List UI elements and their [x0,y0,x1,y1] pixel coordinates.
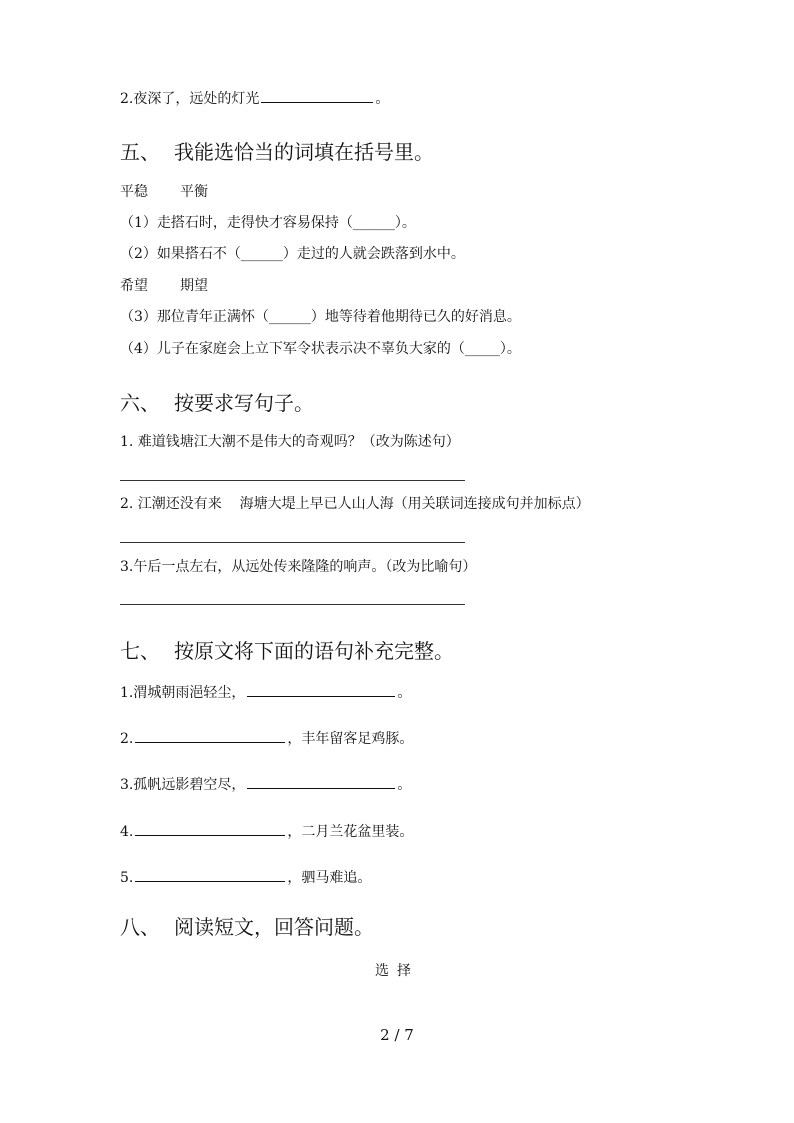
answer-line[interactable] [120,542,465,543]
item-prefix: 5. [120,870,134,886]
section-number: 六、 [120,391,160,415]
section-5-item-2: （2）如果搭石不（______）走过的人就会跌落到水中。 [120,246,465,262]
section-number: 八、 [120,915,160,939]
section-6-item-3: 3.午后一点左右，从远处传来隆隆的响声。（改为比喻句） [120,559,477,575]
fill-blank[interactable] [135,821,285,836]
fill-blank[interactable] [247,774,395,789]
item-prefix: 2. [120,731,134,747]
item-suffix: 。 [397,777,412,793]
passage-title: 选择 [375,963,419,979]
item-prefix: 4. [120,824,134,840]
section-7-item-4 [120,821,413,842]
section-5-item-4: （4）儿子在家庭会上立下军令状表示决不辜负大家的（_____）。 [120,341,521,357]
word-choice-group-2 [120,276,208,296]
page-number: 2 / 7 [380,1026,414,1044]
section-8-heading [120,913,374,941]
q4-item-2 [120,88,389,109]
item-prefix: 3.孤帆远影碧空尽， [120,777,246,793]
word-option: 平稳 [120,184,148,200]
section-6-item-1: 1. 难道钱塘江大潮不是伟大的奇观吗？（改为陈述句） [120,434,460,450]
section-number: 七、 [120,639,160,663]
fill-blank[interactable] [261,88,373,103]
section-5-heading [120,138,434,166]
q4-item-2-prefix: 2.夜深了，远处的灯光 [120,91,260,107]
fill-blank[interactable] [135,867,285,882]
item-suffix: 。 [397,685,412,701]
section-title: 阅读短文，回答问题。 [174,915,374,939]
section-7-item-2 [120,728,413,749]
word-option: 希望 [120,278,148,294]
section-title: 按要求写句子。 [174,391,314,415]
answer-line[interactable] [120,480,465,481]
section-7-item-3 [120,774,411,795]
section-6-item-2: 2. 江潮还没有来 海塘大堤上早已人山人海（用关联词连接成句并加标点） [120,496,590,512]
section-5-item-1: （1）走搭石时，走得快才容易保持（______）。 [120,215,416,231]
section-title: 我能选恰当的词填在括号里。 [174,140,434,164]
section-5-item-3: （3）那位青年正满怀（______）地等待着他期待已久的好消息。 [120,309,521,325]
section-number: 五、 [120,140,160,164]
item-suffix: ，丰年留客足鸡豚。 [287,731,414,747]
word-option: 期望 [180,278,208,294]
item-suffix: ，驷马难追。 [287,870,372,886]
section-7-heading [120,637,454,665]
item-suffix: ，二月兰花盆里装。 [287,824,414,840]
word-option: 平衡 [180,184,208,200]
fill-blank[interactable] [135,728,285,743]
fill-blank[interactable] [247,682,395,697]
q4-item-2-suffix: 。 [375,91,390,107]
section-7-item-1 [120,682,411,703]
section-title: 按原文将下面的语句补充完整。 [174,639,454,663]
word-choice-group-1 [120,182,208,202]
section-6-heading [120,389,314,417]
answer-line[interactable] [120,604,465,605]
item-prefix: 1.渭城朝雨浥轻尘， [120,685,246,701]
section-7-item-5 [120,867,371,888]
